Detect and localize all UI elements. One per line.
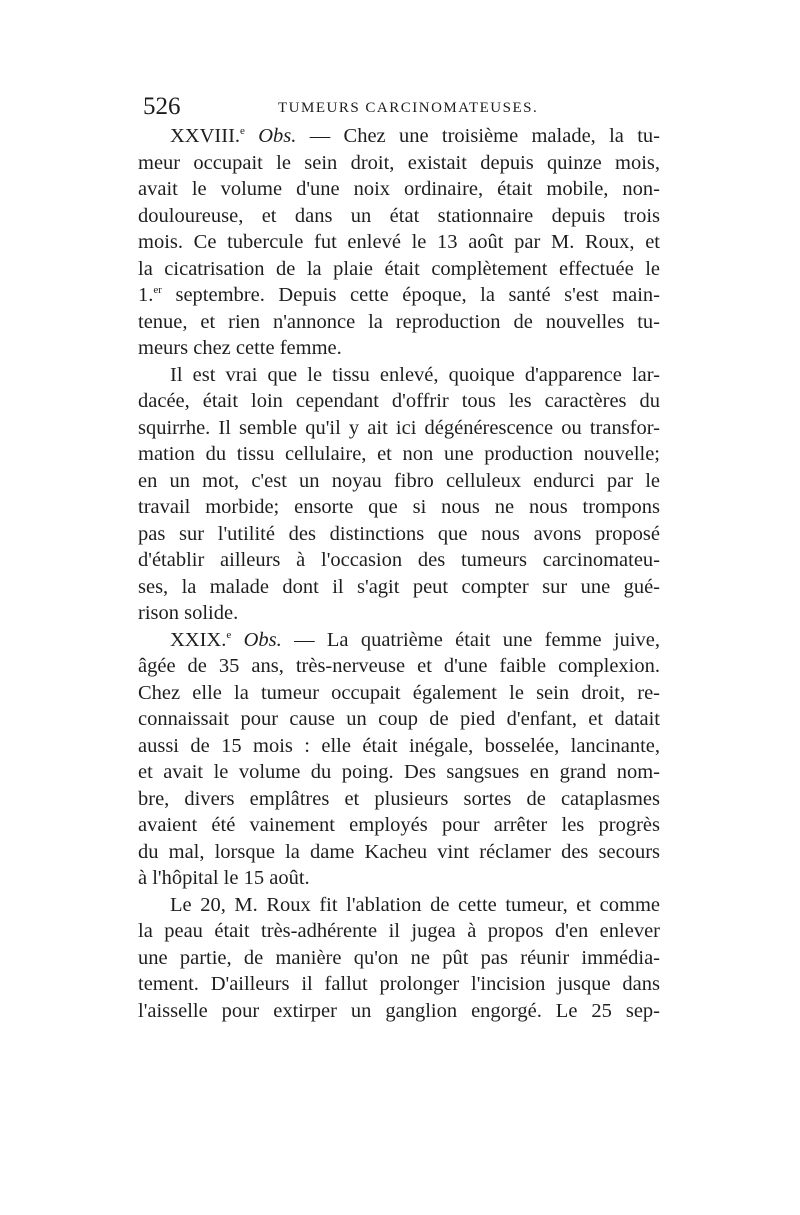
text-line: dacée, était loin cependant d'offrir tous les caractères du [138,390,660,412]
text-line: la peau était très-adhérente il jugea à propos d'en enlever [138,920,660,942]
text-line: rison solide. [138,602,239,624]
page-number: 526 [143,93,181,120]
text-line: âgée de 35 ans, très-nerveuse et d'une faible complexion. [138,655,660,677]
text-line: travail morbide; ensorte que si nous ne nous trompons [138,496,660,518]
text-line: connaissait pour cause un coup de pied d'enfant, et datait [138,708,660,730]
text-line: avait le volume d'une noix ordinaire, était mobile, non- [138,178,660,200]
text-line: pas sur l'utilité des distinctions que nous avons proposé [138,522,660,545]
text-line: Il est vrai que le tissu enlevé, quoique d'apparence lar- [170,363,660,386]
text-line: à l'hôpital le 15 août. [138,867,310,889]
text-line: mois. Ce tubercule fut enlevé le 13 août par M. Roux, et [138,231,660,253]
text-line: tenue, et rien n'annonce la reproduction de nouvelles tu- [138,310,660,333]
text-line: mation du tissu cellulaire, et non une production nouvelle; [138,443,660,465]
text-line: une partie, de manière qu'on ne pût pas réunir immédia- [138,946,660,969]
text-line: meur occupait le sein droit, existait depuis quinze mois, [138,151,660,174]
page-header [143,90,660,124]
text-line: douloureuse, et dans un état stationnaire depuis trois [138,204,660,227]
text-line: meurs chez cette femme. [138,337,342,359]
text-line: squirrhe. Il semble qu'il y ait ici dégénérescence ou transfor- [138,416,660,439]
text-line: et avait le volume du poing. Des sangsues en grand nom- [138,761,660,783]
text-line: d'établir ailleurs à l'occasion des tumeurs carcinomateu- [138,549,660,571]
text-line: en un mot, c'est un noyau fibro celluleux endurci par le [138,469,660,492]
text-line: l'aisselle pour extirper un ganglion engorgé. Le 25 sep- [138,999,660,1022]
text-line: Le 20, M. Roux fit l'ablation de cette tumeur, et comme [170,893,660,916]
running-title: TUMEURS CARCINOMATEUSES. [278,100,539,116]
text-line: bre, divers emplâtres et plusieurs sortes de cataplasmes [138,787,660,810]
text-line: ses, la malade dont il s'agit peut compter sur une gué- [138,575,660,598]
body-text [138,123,660,1024]
text-line: aussi de 15 mois : elle était inégale, bosselée, lancinante, [138,734,660,757]
text-line: tement. D'ailleurs il fallut prolonger l'incision jusque dans [138,973,660,995]
text-line: 1.$^{er}$ septembre. Depuis cette époque, la santé s'est main- [138,284,660,306]
text-line: Chez elle la tumeur occupait également le sein droit, re- [138,681,660,704]
text-line: XXVIII.$^e$ Obs. — Chez une troisième malade, la tu- [170,125,660,147]
text-line: avaient été vainement employés pour arrêter les progrès [138,814,660,836]
text-line: du mal, lorsque la dame Kacheu vint réclamer des secours [138,840,660,863]
text-line: la cicatrisation de la plaie était complètement effectuée le [138,257,660,280]
text-line: XXIX.$^e$ Obs. — La quatrième était une femme juive, [170,628,660,651]
